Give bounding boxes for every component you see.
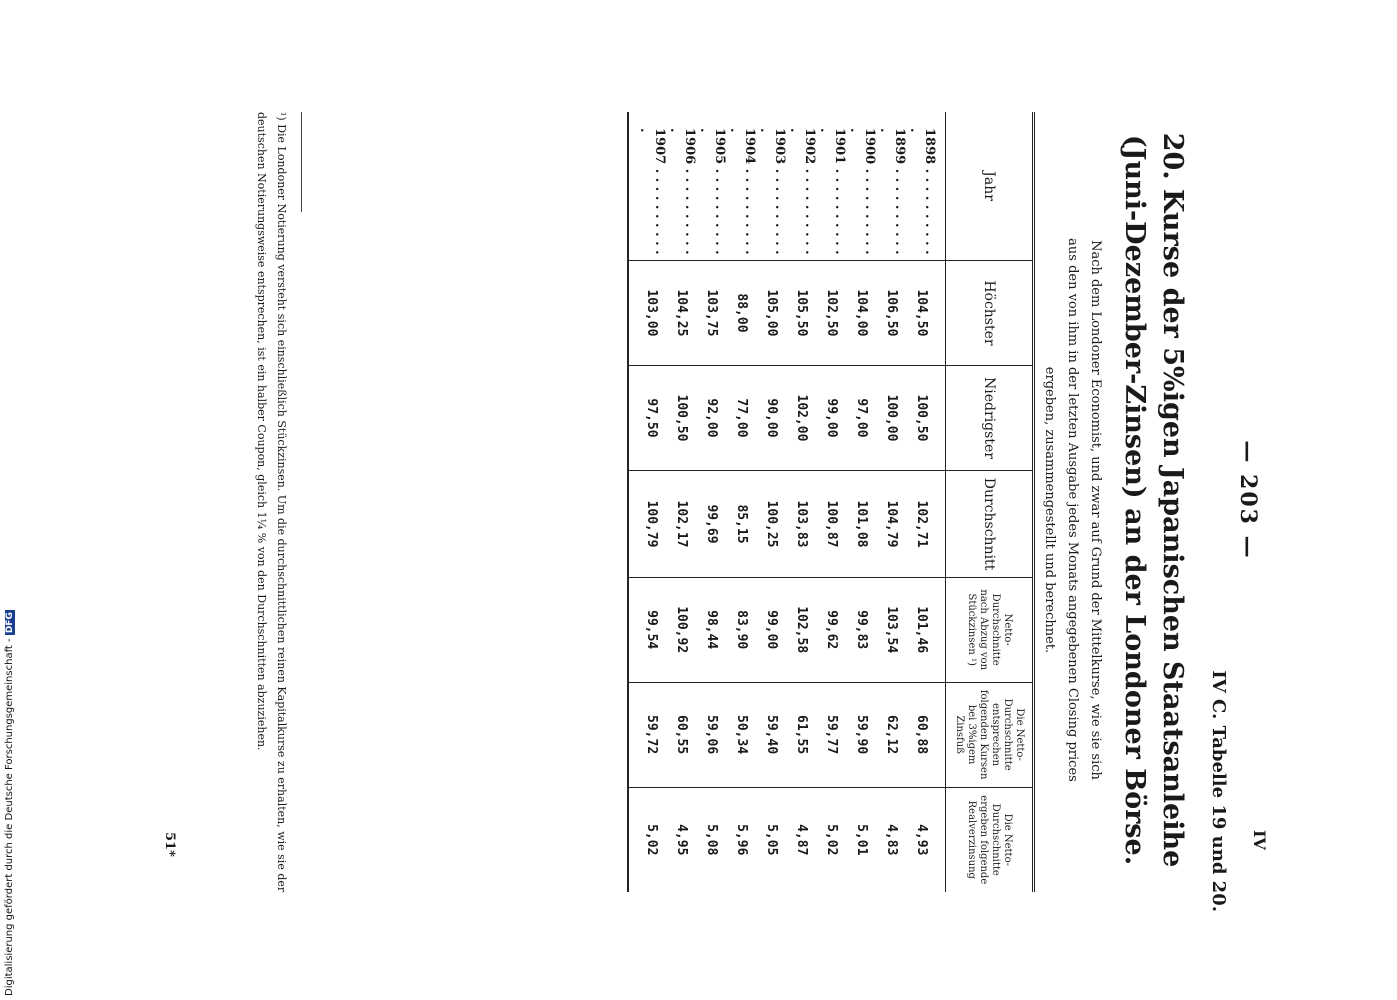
table-row <box>787 112 817 892</box>
cell-net-average: 99,00 <box>757 577 787 682</box>
cell-year: 1899 . . . . . . . . . . . <box>877 112 907 261</box>
cell-real-yield: 4,95 <box>674 824 690 856</box>
column-header-three-percent-price: Die Netto-Durchschnitte entsprechen folgenden Kursen bei 3%igem Zinsfuß <box>946 682 1034 787</box>
cell-highest: 105,50 <box>787 261 817 365</box>
cell-highest: 104,00 <box>847 261 877 365</box>
cell-three-percent-price: 59,77 <box>817 682 847 787</box>
cell-lowest: 77,00 <box>727 365 757 471</box>
cell-lowest: 90,00 <box>757 365 787 471</box>
cell-average: 101,08 <box>847 471 877 577</box>
cell-real-yield: 5,01 <box>854 824 870 856</box>
cell-average: 100,25 <box>757 471 787 577</box>
watermark-text: Digitalisierung gefördert durch die Deutsche Forschungsgemeinschaft - <box>4 638 15 996</box>
cell-highest: 104,25 <box>667 261 697 365</box>
cell-real-yield: 5,08 <box>704 824 720 856</box>
cell-net-average: 99,54 <box>628 577 667 682</box>
cell-three-percent-price: 59,72 <box>628 682 667 787</box>
cell-average: 102,71 <box>907 471 946 577</box>
cell-real-yield: 5,02 <box>628 787 667 892</box>
cell-average: 104,79 <box>877 471 907 577</box>
cell-net-average: 102,58 <box>787 577 817 682</box>
cell-highest: 105,00 <box>757 261 787 365</box>
cell-net-average: 100,92 <box>667 577 697 682</box>
table-row <box>628 112 667 892</box>
cell-three-percent-price: 59,90 <box>847 682 877 787</box>
column-header-highest: Höchster <box>946 261 1034 365</box>
column-header-net-average: Netto-Durchschnitte nach Abzug von Stückzinsen ¹) <box>946 577 1034 682</box>
cell-three-percent-price: 60,55 <box>667 682 697 787</box>
cell-net-average: 99,62 <box>817 577 847 682</box>
cell-net-average: 99,83 <box>847 577 877 682</box>
column-header-average: Durchschnitt <box>946 471 1034 577</box>
cell-highest: 106,50 <box>877 261 907 365</box>
cell-net-average: 98,44 <box>697 577 727 682</box>
table-header-row <box>946 112 1034 892</box>
cell-year: 1904 . . . . . . . . . . . <box>727 112 757 261</box>
cell-average: 103,83 <box>787 471 817 577</box>
cell-lowest: 99,00 <box>817 365 847 471</box>
cell-year: 1902 . . . . . . . . . . . <box>787 112 817 261</box>
cell-three-percent-price: 59,06 <box>697 682 727 787</box>
cell-three-percent-price: 59,40 <box>757 682 787 787</box>
cell-highest: 103,75 <box>697 261 727 365</box>
cell-average: 102,17 <box>667 471 697 577</box>
cell-year: 1903 . . . . . . . . . . . <box>757 112 787 261</box>
footnote-divider <box>301 112 302 212</box>
cell-three-percent-price: 50,34 <box>727 682 757 787</box>
cell-lowest: 97,50 <box>628 365 667 471</box>
table-row <box>907 112 946 892</box>
digitization-watermark <box>4 612 15 996</box>
cell-real-yield: 5,05 <box>764 824 780 856</box>
cell-year: 1900 . . . . . . . . . . . <box>847 112 877 261</box>
cell-lowest: 100,00 <box>877 365 907 471</box>
cell-lowest: 92,00 <box>697 365 727 471</box>
column-header-real-yield: Die Netto-Durchschnitte ergeben folgende Realverzinsung <box>946 787 1034 892</box>
cell-year: 1898 . . . . . . . . . . . <box>907 112 946 261</box>
column-header-year: Jahr <box>946 112 1034 261</box>
cell-average: 100,87 <box>817 471 847 577</box>
cell-net-average: 83,90 <box>727 577 757 682</box>
column-header-lowest: Niedrigster <box>946 365 1034 471</box>
footnote: ¹) Die Londoner Notierung versteht sich einschließlich Stückzinsen. Um die durchschnittlichen reinen Kapitalkurse zu erhalten, wie sie der deutschen Notierungsweise entsprechen, ist ein halber Coupon, gleich 1¼ % von den Durchschnitten abzuziehen. <box>255 112 288 893</box>
cell-three-percent-price: 62,12 <box>877 682 907 787</box>
table-row <box>667 112 697 892</box>
cell-net-average: 101,46 <box>907 577 946 682</box>
cell-three-percent-price: 60,88 <box>907 682 946 787</box>
cell-average: 100,79 <box>628 471 667 577</box>
table-row <box>847 112 877 892</box>
signature-mark-right: 51* <box>162 832 177 857</box>
cell-highest: 103,00 <box>628 261 667 365</box>
signature-mark-left: IV <box>1250 830 1269 850</box>
table-row <box>817 112 847 892</box>
section-reference: IV C. Tabelle 19 und 20. <box>1208 670 1229 912</box>
cell-real-yield: 4,83 <box>884 824 900 856</box>
cell-real-yield: 4,93 <box>914 824 930 856</box>
dfg-logo: DFG <box>5 612 15 634</box>
cell-three-percent-price: 61,55 <box>787 682 817 787</box>
cell-average: 85,15 <box>727 471 757 577</box>
cell-real-yield: 4,87 <box>794 824 810 856</box>
cell-real-yield: 5,96 <box>734 824 750 856</box>
bond-price-table <box>627 112 1035 892</box>
cell-year: 1905 . . . . . . . . . . . <box>697 112 727 261</box>
page-number: — 203 — <box>1235 440 1261 560</box>
table-title: 20. Kurse der 5%igen Japanischen Staatsanleihe (Juni-Dezember-Zinsen) an der Londoner Börse. <box>1119 132 1188 868</box>
cell-lowest: 102,00 <box>787 365 817 471</box>
cell-year: 1906 . . . . . . . . . . . <box>667 112 697 261</box>
cell-net-average: 103,54 <box>877 577 907 682</box>
cell-lowest: 100,50 <box>667 365 697 471</box>
cell-year: 1907 . . . . . . . . . . . <box>628 112 667 261</box>
table-row <box>757 112 787 892</box>
table-row <box>697 112 727 892</box>
cell-average: 99,69 <box>697 471 727 577</box>
table-row <box>877 112 907 892</box>
table-row <box>727 112 757 892</box>
cell-highest: 88,00 <box>727 261 757 365</box>
cell-lowest: 97,00 <box>847 365 877 471</box>
cell-real-yield: 5,02 <box>824 824 840 856</box>
cell-highest: 104,50 <box>907 261 946 365</box>
cell-year: 1901 . . . . . . . . . . . <box>817 112 847 261</box>
cell-lowest: 100,50 <box>907 365 946 471</box>
cell-highest: 102,50 <box>817 261 847 365</box>
table-subtitle: Nach dem Londoner Economist, und zwar auf Grund der Mittelkurse, wie sie sich aus den von ihm in der letzten Ausgabe jedes Monats angegebenen Closing prices ergeben, zusammengestellt und berechnet. <box>1042 238 1103 782</box>
